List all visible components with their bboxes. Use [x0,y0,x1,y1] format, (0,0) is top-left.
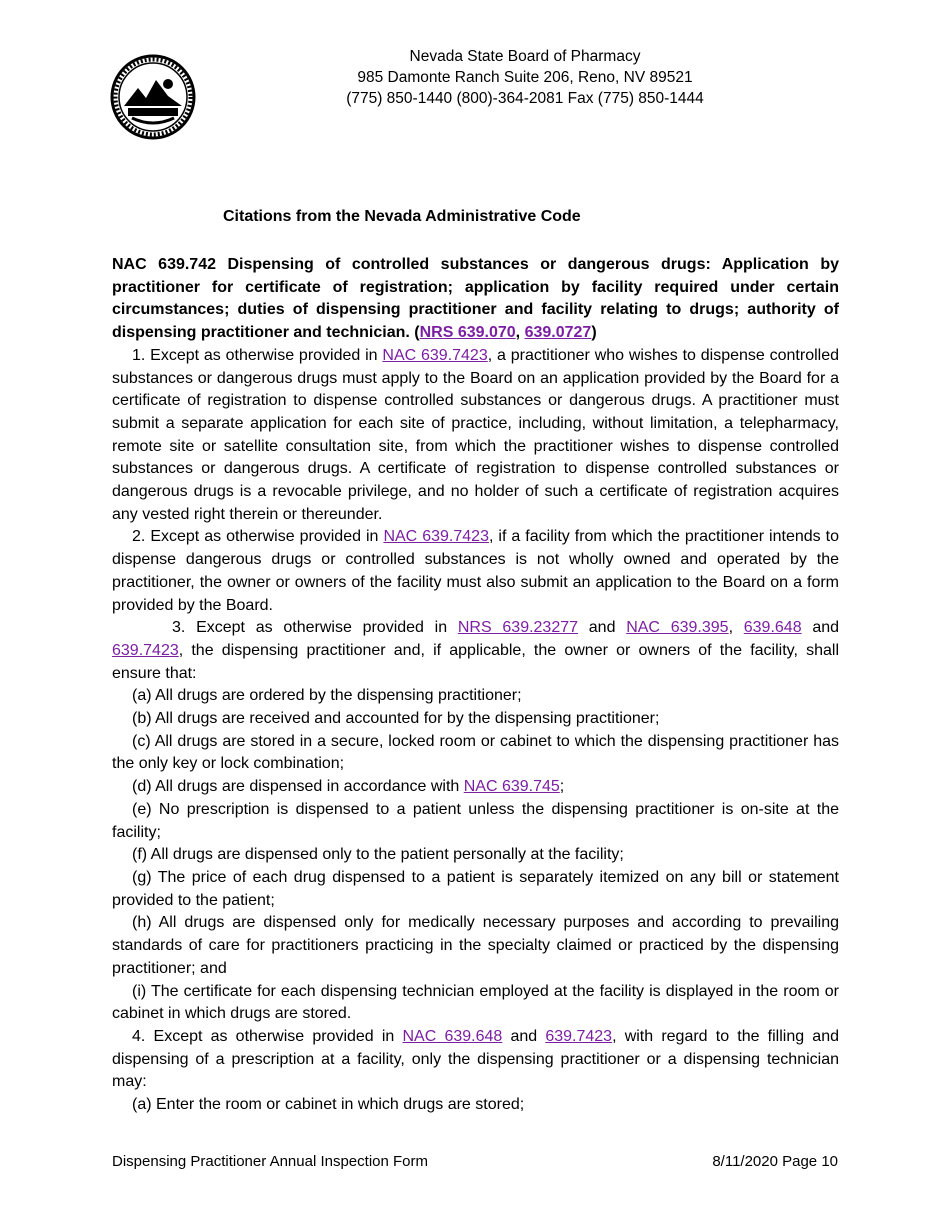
link-nrs-639-0727[interactable]: 639.0727 [524,324,592,342]
p3-comma: , [728,619,744,637]
paragraph-2 [112,526,839,617]
p1-text-post: , a practitioner who wishes to dispense controlled substances or dangerous drugs must apply to the Board on an application provided by the Board for a certificate of registration to dispense controlled substances or dangerous drugs. A practitioner must submit a separate application for each site of practice, including, without limitation, a telepharmacy, remote site or satellite consultation site, from which the practitioner wishes to dispense controlled substances or dangerous drugs. A certificate of registration to dispense controlled substances or dangerous drugs is a revocable privilege, and no holder of such a certificate of registration acquires any vested right therein or thereunder. [112,346,839,523]
list-item-a: (a) All drugs are ordered by the dispensing practitioner; [132,687,522,705]
link-nrs-639-23277[interactable]: NRS 639.23277 [457,619,579,637]
p4-text-pre: 4. Except as otherwise provided in [132,1027,403,1045]
footer-date-page: 8/11/2020 Page 10 [712,1153,838,1170]
list-item-g: (g) The price of each drug dispensed to a patient is separately itemized on any bill or statement provided to the patient; [112,868,839,909]
p3-and-2: and [801,619,840,637]
heading-comma: , [515,324,521,342]
footer-form-title: Dispensing Practitioner Annual Inspection Form [112,1153,428,1170]
heading-paren-open: ( [409,324,420,342]
p3-and-1: and [578,619,627,637]
section-heading [112,254,839,345]
board-phone: (775) 850-1440 (800)-364-2081 Fax (775) 850-1444 [346,90,704,107]
list-item-4a: (a) Enter the room or cabinet in which drugs are stored; [132,1096,525,1114]
link-639-7423[interactable]: 639.7423 [545,1027,613,1045]
link-nac-639-648[interactable]: NAC 639.648 [402,1027,503,1045]
item-d-pre: (d) All drugs are dispensed in accordance with [132,778,464,796]
board-address: 985 Damonte Ranch Suite 206, Reno, NV 89521 [357,69,693,86]
p2-text-pre: 2. Except as otherwise provided in [132,528,384,546]
nac-section [112,254,839,1117]
p4-text-post: , with regard to the filling and dispensing of a prescription at a facility, only the dispensing practitioner or a dispensing technician may: [112,1027,840,1091]
page-title: Citations from the Nevada Administrative Code [223,208,581,225]
paragraph-3 [112,617,839,685]
link-nac-639-395[interactable]: NAC 639.395 [626,619,729,637]
list-item-e: (e) No prescription is dispensed to a patient unless the dispensing practitioner is on-site at the facility; [112,800,839,841]
p3-text-post: , the dispensing practitioner and, if applicable, the owner or owners of the facility, shall ensure that: [112,641,839,682]
list-item-h: (h) All drugs are dispensed only for medically necessary purposes and according to prevailing standards of care for practitioners practicing in the specialty claimed or practiced by the dispensing practitioner; and [112,914,839,977]
p2-text-post: , if a facility from which the practitioner intends to dispense dangerous drugs or controlled substances is not wholly owned and operated by the practitioner, the owner or owners of the facility must also submit an application to the Board on a form provided by the Board. [112,528,839,614]
list-item-f: (f) All drugs are dispensed only to the patient personally at the facility; [132,846,624,864]
p3-text-pre: 3. Except as otherwise provided in [172,619,458,637]
link-nac-639-7423[interactable]: NAC 639.7423 [383,528,489,546]
list-item-i: (i) The certificate for each dispensing technician employed at the facility is displayed in the room or cabinet in which drugs are stored. [112,982,839,1023]
list-item-d [112,776,839,799]
link-nac-639-7423[interactable]: NAC 639.7423 [382,346,488,364]
board-name: Nevada State Board of Pharmacy [409,48,641,65]
heading-text: NAC 639.742 Dispensing of controlled substances or dangerous drugs: Application by practitioner for certificate of registration; application by facility required under certain circumstances; duties of dispensing practitioner and facility relating to drugs; authority of dispensing practitioner and technician. [112,256,839,342]
letterhead [300,46,750,109]
p4-and: and [502,1027,546,1045]
link-639-648[interactable]: 639.648 [743,619,802,637]
paragraph-4 [112,1026,839,1094]
link-nrs-639-070[interactable]: NRS 639.070 [419,324,516,342]
list-item-b: (b) All drugs are received and accounted for by the dispensing practitioner; [132,710,660,728]
link-nac-639-745[interactable]: NAC 639.745 [463,778,560,796]
list-item-c: (c) All drugs are stored in a secure, locked room or cabinet to which the dispensing practitioner has the only key or lock combination; [112,732,839,773]
heading-paren-close: ) [591,324,597,342]
link-639-7423[interactable]: 639.7423 [112,641,179,659]
item-d-post: ; [559,778,565,796]
p1-text-pre: 1. Except as otherwise provided in [132,346,383,364]
nevada-state-seal-icon [110,54,196,140]
paragraph-1 [112,345,839,527]
